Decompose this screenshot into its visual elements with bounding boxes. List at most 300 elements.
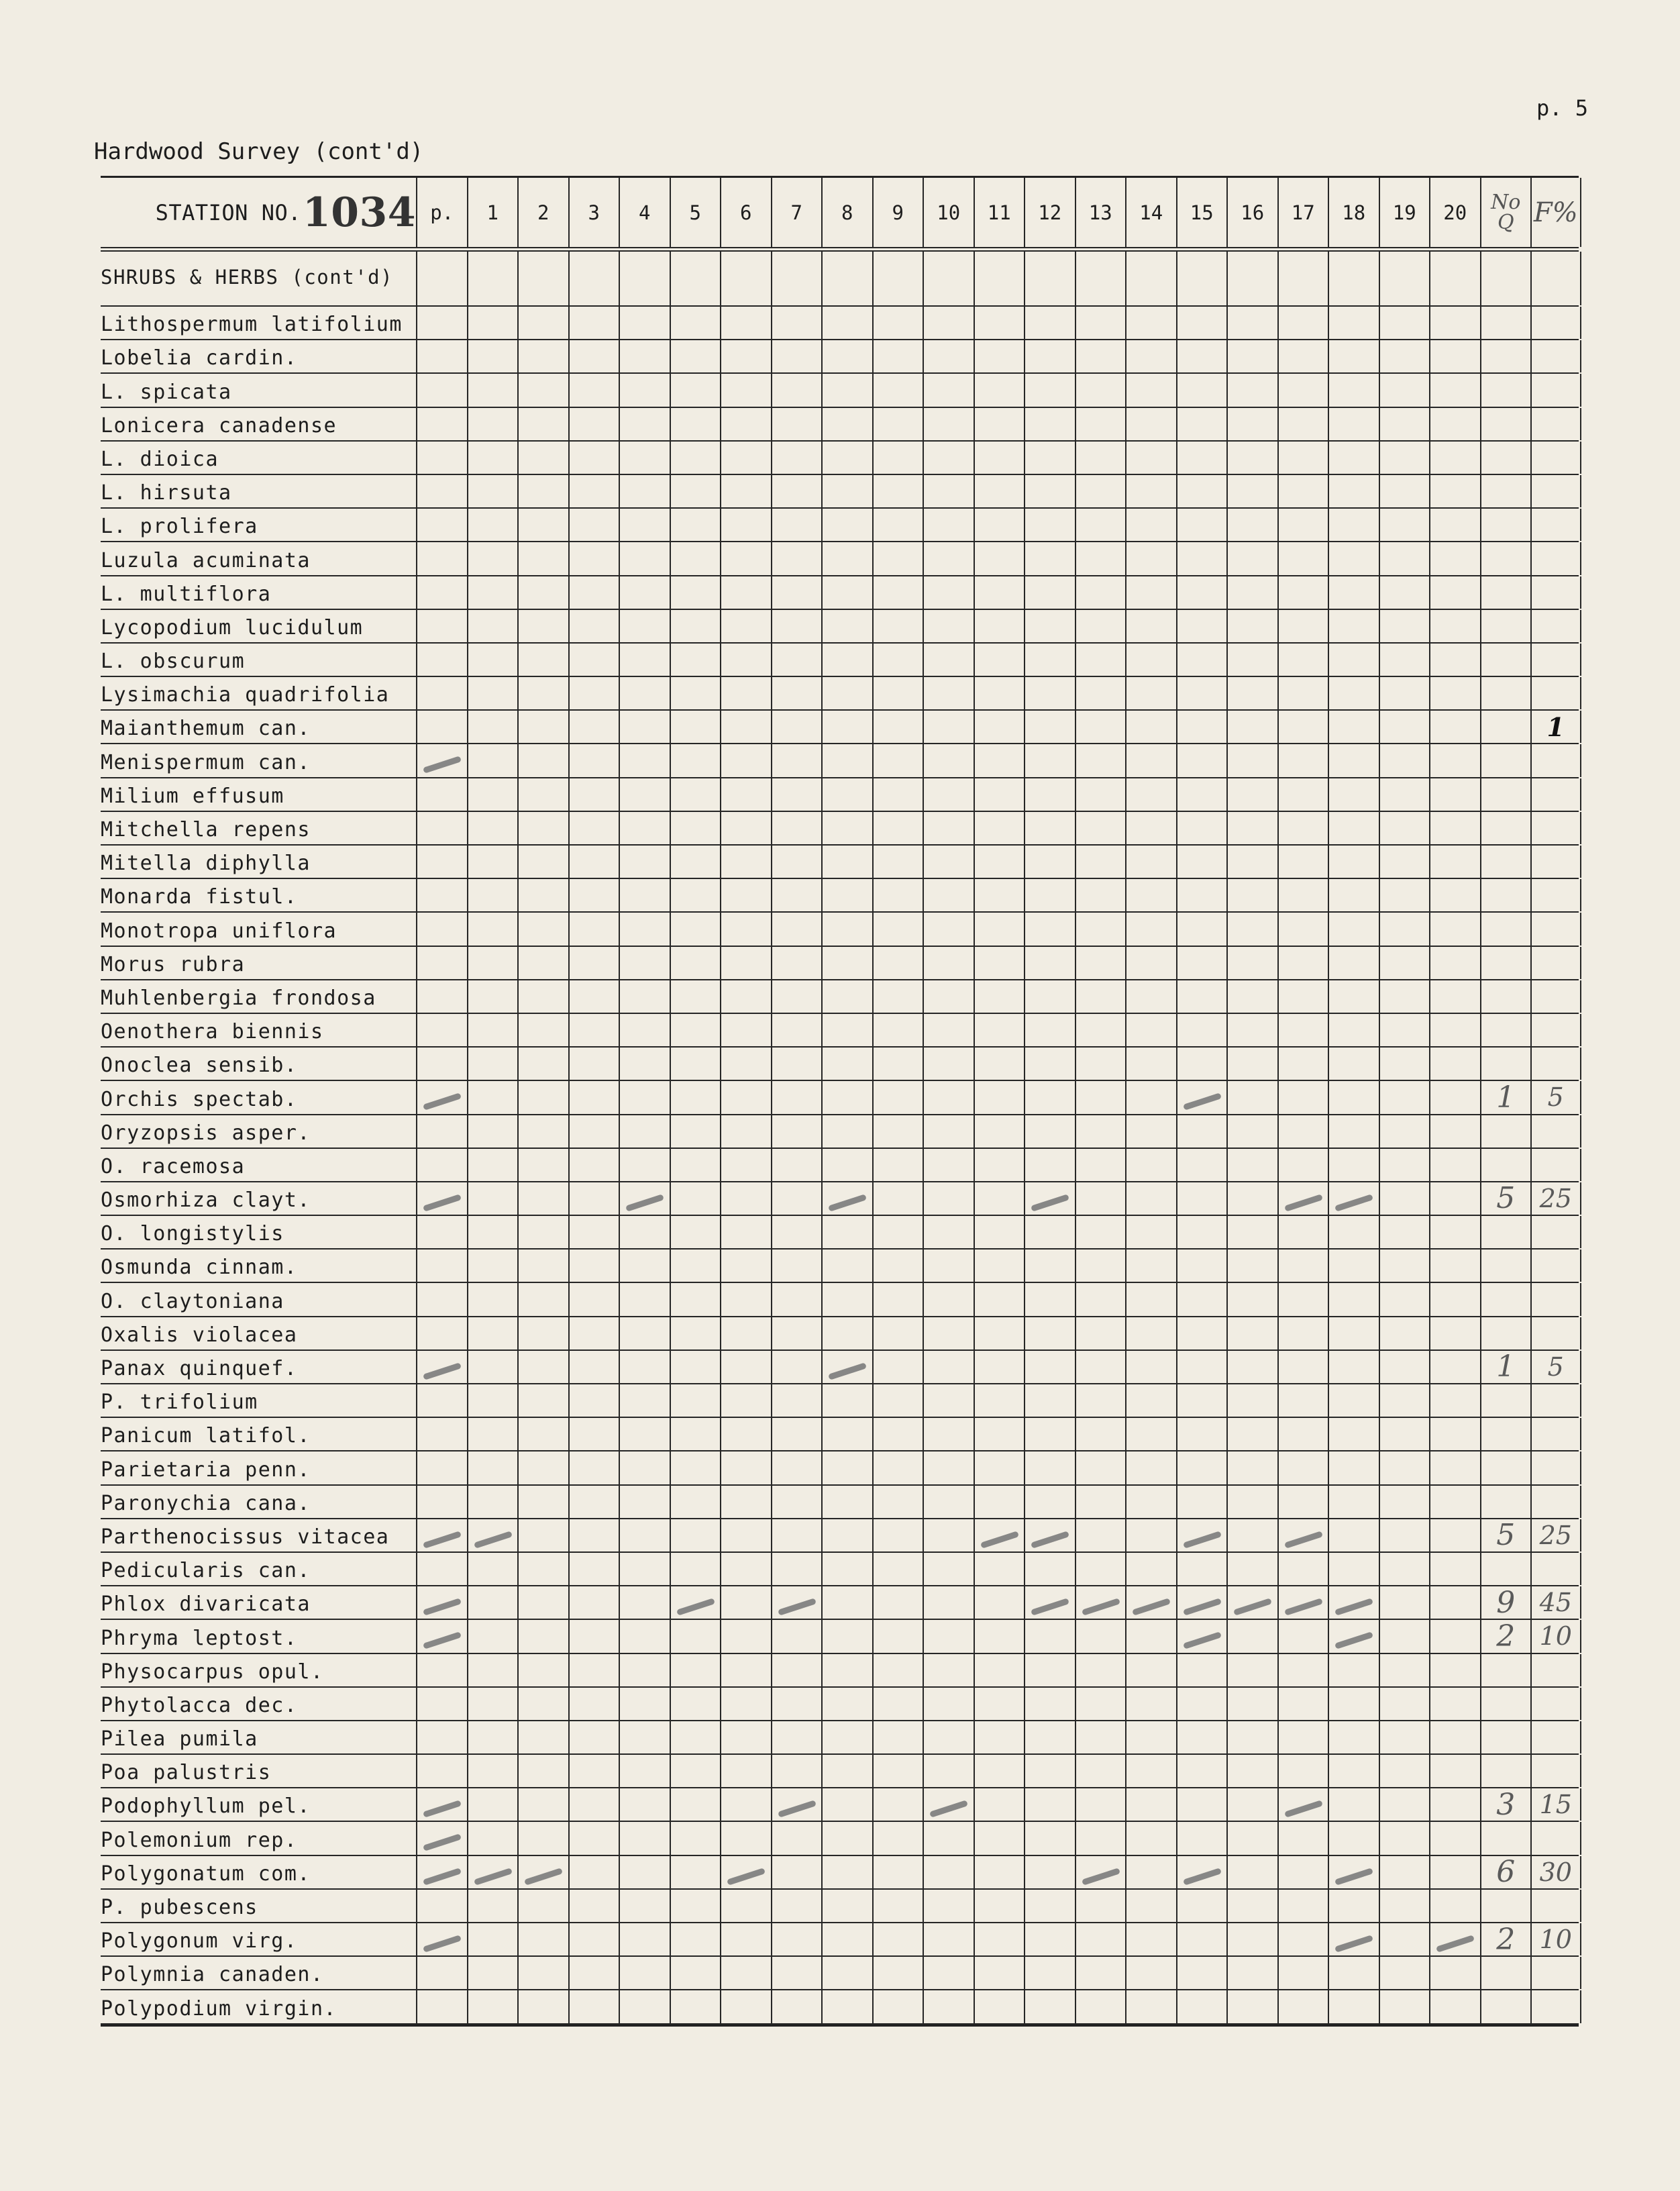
- grid-cell: [1125, 1149, 1176, 1181]
- grid-cell: [670, 576, 721, 609]
- grid-cell: [416, 1654, 467, 1686]
- grid-cell: [1429, 1048, 1480, 1080]
- grid-cell: [467, 1788, 518, 1821]
- grid-cell: [771, 509, 822, 541]
- grid-cell: [1125, 307, 1176, 339]
- grid-cell: [670, 1486, 721, 1518]
- grid-cell: [467, 1115, 518, 1148]
- count-cell: [1480, 374, 1531, 406]
- grid-cell: [467, 644, 518, 676]
- grid-cell: [1226, 1115, 1277, 1148]
- grid-cell: [1024, 1182, 1075, 1215]
- grid-cell: [1277, 509, 1328, 541]
- grid-cell: [568, 980, 619, 1013]
- grid-cell: [1125, 947, 1176, 979]
- grid-cell: [517, 442, 568, 474]
- grid-cell: [517, 374, 568, 406]
- species-row: [101, 711, 1579, 744]
- grid-cell: [872, 947, 923, 979]
- grid-cell: [1277, 1115, 1328, 1148]
- grid-cell: [771, 408, 822, 440]
- grid-cell: [974, 1856, 1025, 1888]
- grid-cell: [568, 1822, 619, 1854]
- grid-cell: [1024, 576, 1075, 609]
- species-name: Lonicera canadense: [101, 413, 337, 438]
- grid-cell: [1226, 644, 1277, 676]
- grid-cell: [670, 778, 721, 811]
- grid-cell: [1429, 307, 1480, 339]
- grid-cell: [568, 1688, 619, 1720]
- grid-cell: [821, 1115, 872, 1148]
- grid-cell: [467, 744, 518, 776]
- grid-cell: [568, 475, 619, 507]
- grid-cell: [517, 509, 568, 541]
- grid-cell: [923, 947, 974, 979]
- grid-cell: [517, 1351, 568, 1383]
- species-name: Mitchella repens: [101, 818, 311, 842]
- grid-cell: [1429, 1250, 1480, 1282]
- grid-cell: [568, 1553, 619, 1585]
- grid-cell: [1277, 1351, 1328, 1383]
- grid-cell: [416, 1553, 467, 1585]
- species-row: [101, 1957, 1579, 1990]
- grid-cell: [467, 442, 518, 474]
- species-row: [101, 1014, 1579, 1048]
- grid-cell: [416, 744, 467, 776]
- count-value: 2: [1496, 1619, 1516, 1653]
- grid-cell: [923, 1081, 974, 1113]
- grid-cell: [720, 1688, 771, 1720]
- grid-cell: [923, 307, 974, 339]
- grid-cell: [923, 778, 974, 811]
- grid-cell: [416, 1620, 467, 1652]
- grid-cell: [1176, 778, 1227, 811]
- grid-cell: [1024, 1418, 1075, 1450]
- grid-cell: [1429, 1688, 1480, 1720]
- grid-cell: [1075, 1384, 1126, 1417]
- grid-cell: [1277, 475, 1328, 507]
- column-header-13: 13: [1075, 178, 1126, 247]
- count-cell: [1480, 340, 1531, 372]
- grid-cell: [771, 1890, 822, 1922]
- grid-cell: [467, 475, 518, 507]
- species-name: L. dioica: [101, 447, 219, 471]
- grid-cell: [670, 1755, 721, 1787]
- grid-cell: [670, 711, 721, 743]
- grid-cell: [1024, 677, 1075, 709]
- grid-cell: [1379, 1755, 1430, 1787]
- grid-cell: [1429, 1384, 1480, 1417]
- grid-cell: [619, 576, 670, 609]
- grid-cell: [1125, 1250, 1176, 1282]
- grid-cell: [1125, 542, 1176, 574]
- check-mark: [1334, 1598, 1373, 1615]
- freq-cell: [1530, 1250, 1581, 1282]
- grid-cell: [821, 711, 872, 743]
- grid-cell: [1226, 980, 1277, 1013]
- grid-cell: [1328, 576, 1379, 609]
- grid-cell: [1429, 475, 1480, 507]
- freq-value: 30: [1539, 1857, 1572, 1887]
- grid-cell: [619, 610, 670, 642]
- grid-cell: [1226, 947, 1277, 979]
- grid-cell: [720, 1620, 771, 1652]
- grid-cell: [1024, 778, 1075, 811]
- grid-cell: [1277, 442, 1328, 474]
- grid-cell: [670, 610, 721, 642]
- check-mark: [1183, 1598, 1222, 1615]
- grid-cell: [416, 1721, 467, 1753]
- grid-cell: [416, 1250, 467, 1282]
- grid-cell: [974, 1822, 1025, 1854]
- grid-cell: [517, 1923, 568, 1955]
- freq-cell: [1530, 711, 1581, 743]
- grid-cell: [974, 509, 1025, 541]
- grid-cell: [467, 1182, 518, 1215]
- grid-cell: [720, 846, 771, 878]
- grid-cell: [1379, 1048, 1430, 1080]
- grid-cell: [923, 644, 974, 676]
- count-cell: [1480, 1654, 1531, 1686]
- grid-cell: [416, 947, 467, 979]
- grid-cell: [1024, 1586, 1075, 1619]
- freq-cell: [1530, 1721, 1581, 1753]
- grid-cell: [568, 947, 619, 979]
- grid-cell: [467, 252, 518, 305]
- species-name: Lysimachia quadrifolia: [101, 683, 390, 707]
- grid-cell: [568, 778, 619, 811]
- grid-cell: [416, 509, 467, 541]
- grid-cell: [821, 408, 872, 440]
- count-cell: [1480, 812, 1531, 844]
- grid-cell: [720, 1553, 771, 1585]
- grid-cell: [720, 1182, 771, 1215]
- grid-cell: [1277, 340, 1328, 372]
- grid-cell: [416, 1014, 467, 1046]
- grid-cell: [1328, 1654, 1379, 1686]
- grid-cell: [974, 374, 1025, 406]
- grid-cell: [1075, 1451, 1126, 1484]
- grid-cell: [974, 610, 1025, 642]
- count-cell: [1480, 1149, 1531, 1181]
- count-cell: [1480, 1822, 1531, 1854]
- check-mark: [1132, 1598, 1171, 1615]
- grid-cell: [1024, 1317, 1075, 1349]
- column-header-14: 14: [1125, 178, 1176, 247]
- grid-cell: [1125, 913, 1176, 945]
- grid-cell: [670, 1048, 721, 1080]
- grid-cell: [1024, 1755, 1075, 1787]
- grid-cell: [619, 1317, 670, 1349]
- grid-cell: [619, 644, 670, 676]
- freq-cell: [1530, 340, 1581, 372]
- grid-cell: [1075, 1250, 1126, 1282]
- count-cell: [1480, 711, 1531, 743]
- grid-cell: [1125, 252, 1176, 305]
- species-name: L. multiflora: [101, 582, 272, 606]
- freq-cell: [1530, 1384, 1581, 1417]
- grid-cell: [821, 744, 872, 776]
- grid-cell: [619, 1216, 670, 1248]
- grid-cell: [568, 812, 619, 844]
- grid-cell: [872, 1688, 923, 1720]
- grid-cell: [1075, 1755, 1126, 1787]
- grid-cell: [670, 307, 721, 339]
- grid-cell: [1075, 1586, 1126, 1619]
- grid-cell: [517, 1586, 568, 1619]
- grid-cell: [416, 1957, 467, 1989]
- grid-cell: [568, 1351, 619, 1383]
- species-row: [101, 1048, 1579, 1081]
- grid-cell: [1125, 1182, 1176, 1215]
- check-mark: [524, 1868, 563, 1885]
- grid-cell: [872, 1014, 923, 1046]
- grid-cell: [467, 509, 518, 541]
- grid-cell: [1379, 1788, 1430, 1821]
- grid-cell: [974, 812, 1025, 844]
- grid-cell: [1328, 1923, 1379, 1955]
- grid-cell: [1328, 1250, 1379, 1282]
- grid-cell: [1379, 1081, 1430, 1113]
- species-row: [101, 475, 1579, 509]
- grid-cell: [1277, 542, 1328, 574]
- grid-cell: [670, 846, 721, 878]
- grid-cell: [1176, 1283, 1227, 1315]
- grid-cell: [1328, 1721, 1379, 1753]
- grid-cell: [1176, 1822, 1227, 1854]
- check-mark: [1183, 1868, 1222, 1885]
- grid-cell: [872, 1654, 923, 1686]
- grid-cell: [1024, 252, 1075, 305]
- grid-cell: [1226, 1721, 1277, 1753]
- check-mark: [1284, 1598, 1323, 1615]
- grid-cell: [670, 1788, 721, 1821]
- grid-cell: [517, 1957, 568, 1989]
- grid-cell: [1328, 1014, 1379, 1046]
- grid-cell: [619, 374, 670, 406]
- grid-cell: [517, 644, 568, 676]
- grid-cell: [1125, 408, 1176, 440]
- grid-cell: [1125, 1115, 1176, 1148]
- grid-cell: [974, 1890, 1025, 1922]
- grid-cell: [416, 1283, 467, 1315]
- count-value: 6: [1496, 1855, 1516, 1890]
- grid-cell: [416, 576, 467, 609]
- grid-cell: [720, 509, 771, 541]
- grid-cell: [974, 1486, 1025, 1518]
- grid-cell: [771, 879, 822, 911]
- grid-cell: [568, 1048, 619, 1080]
- grid-cell: [923, 340, 974, 372]
- grid-cell: [1125, 1923, 1176, 1955]
- grid-cell: [568, 442, 619, 474]
- grid-cell: [1277, 980, 1328, 1013]
- check-mark: [423, 1632, 462, 1649]
- grid-cell: [1226, 542, 1277, 574]
- grid-cell: [872, 778, 923, 811]
- grid-cell: [1226, 1250, 1277, 1282]
- grid-cell: [1176, 1721, 1227, 1753]
- count-cell: [1480, 1216, 1531, 1248]
- grid-cell: [1379, 610, 1430, 642]
- count-value: 5: [1496, 1518, 1516, 1553]
- grid-cell: [467, 1856, 518, 1888]
- column-header-15: 15: [1176, 178, 1227, 247]
- species-name: Phlox divaricata: [101, 1592, 311, 1617]
- grid-cell: [1379, 408, 1430, 440]
- grid-cell: [771, 1923, 822, 1955]
- grid-cell: [416, 542, 467, 574]
- grid-cell: [670, 1620, 721, 1652]
- grid-cell: [416, 1755, 467, 1787]
- grid-cell: [1379, 374, 1430, 406]
- grid-cell: [1176, 1553, 1227, 1585]
- grid-cell: [670, 1081, 721, 1113]
- grid-cell: [1125, 509, 1176, 541]
- grid-cell: [1277, 1149, 1328, 1181]
- grid-cell: [568, 1317, 619, 1349]
- column-header-5: 5: [670, 178, 721, 247]
- grid-cell: [872, 1923, 923, 1955]
- grid-cell: [1277, 778, 1328, 811]
- count-cell: [1480, 1384, 1531, 1417]
- grid-cell: [1176, 1856, 1227, 1888]
- grid-cell: [1125, 778, 1176, 811]
- count-cell: [1480, 644, 1531, 676]
- grid-cell: [771, 644, 822, 676]
- check-mark: [1031, 1531, 1069, 1548]
- grid-cell: [517, 1384, 568, 1417]
- count-cell: [1480, 1283, 1531, 1315]
- grid-cell: [1429, 744, 1480, 776]
- grid-cell: [1024, 1990, 1075, 2023]
- grid-cell: [1024, 340, 1075, 372]
- grid-cell: [1328, 1822, 1379, 1854]
- grid-cell: [568, 1519, 619, 1551]
- grid-cell: [670, 1654, 721, 1686]
- grid-cell: [517, 812, 568, 844]
- grid-cell: [771, 307, 822, 339]
- grid-cell: [1226, 1553, 1277, 1585]
- species-name: Polygonatum com.: [101, 1862, 311, 1886]
- grid-cell: [923, 1519, 974, 1551]
- grid-cell: [1125, 1822, 1176, 1854]
- column-header-3: 3: [568, 178, 619, 247]
- grid-cell: [1379, 576, 1430, 609]
- grid-cell: [1075, 744, 1126, 776]
- grid-cell: [467, 812, 518, 844]
- grid-cell: [1024, 1890, 1075, 1922]
- grid-cell: [1379, 644, 1430, 676]
- grid-cell: [771, 1283, 822, 1315]
- grid-cell: [974, 1216, 1025, 1248]
- grid-cell: [720, 711, 771, 743]
- grid-cell: [821, 1317, 872, 1349]
- grid-cell: [974, 1620, 1025, 1652]
- freq-cell: [1530, 644, 1581, 676]
- grid-cell: [1379, 812, 1430, 844]
- species-name: Orchis spectab.: [101, 1087, 298, 1111]
- grid-cell: [619, 1788, 670, 1821]
- grid-cell: [771, 374, 822, 406]
- grid-cell: [416, 711, 467, 743]
- count-cell: [1480, 509, 1531, 541]
- grid-cell: [1024, 980, 1075, 1013]
- grid-cell: [974, 980, 1025, 1013]
- grid-cell: [923, 1721, 974, 1753]
- grid-cell: [1226, 1384, 1277, 1417]
- grid-cell: [1075, 980, 1126, 1013]
- grid-cell: [1226, 1486, 1277, 1518]
- species-name: Oxalis violacea: [101, 1323, 298, 1347]
- species-row: [101, 1250, 1579, 1283]
- species-name: Polymnia canaden.: [101, 1963, 324, 1987]
- grid-cell: [467, 1620, 518, 1652]
- grid-cell: [517, 1890, 568, 1922]
- grid-cell: [1176, 812, 1227, 844]
- grid-cell: [619, 1182, 670, 1215]
- grid-cell: [670, 1418, 721, 1450]
- grid-cell: [1277, 1990, 1328, 2023]
- grid-cell: [1328, 252, 1379, 305]
- grid-cell: [923, 408, 974, 440]
- grid-cell: [720, 1418, 771, 1450]
- grid-cell: [1379, 1451, 1430, 1484]
- count-cell: [1480, 1923, 1531, 1955]
- grid-cell: [1328, 1182, 1379, 1215]
- grid-cell: [1024, 1014, 1075, 1046]
- grid-cell: [670, 1822, 721, 1854]
- grid-cell: [974, 1149, 1025, 1181]
- count-cell: [1480, 744, 1531, 776]
- species-name: Morus rubra: [101, 952, 246, 976]
- freq-cell: [1530, 1990, 1581, 2023]
- freq-cell: [1530, 475, 1581, 507]
- grid-cell: [1226, 744, 1277, 776]
- grid-cell: [1277, 644, 1328, 676]
- grid-cell: [1125, 1688, 1176, 1720]
- grid-cell: [467, 1654, 518, 1686]
- grid-cell: [771, 1688, 822, 1720]
- grid-cell: [1277, 1216, 1328, 1248]
- count-header-line2: Q: [1497, 210, 1514, 234]
- grid-cell: [720, 1384, 771, 1417]
- species-name: Milium effusum: [101, 784, 284, 808]
- grid-cell: [821, 509, 872, 541]
- grid-cell: [720, 576, 771, 609]
- freq-cell: [1530, 307, 1581, 339]
- grid-cell: [974, 711, 1025, 743]
- grid-cell: [1226, 475, 1277, 507]
- survey-table: [101, 176, 1579, 2027]
- grid-cell: [1125, 1216, 1176, 1248]
- grid-cell: [517, 576, 568, 609]
- grid-cell: [467, 1418, 518, 1450]
- grid-cell: [821, 1216, 872, 1248]
- grid-cell: [923, 1283, 974, 1315]
- grid-cell: [1429, 1182, 1480, 1215]
- grid-cell: [1075, 1149, 1126, 1181]
- grid-cell: [1379, 542, 1430, 574]
- grid-cell: [619, 778, 670, 811]
- grid-cell: [1176, 1890, 1227, 1922]
- grid-cell: [1024, 307, 1075, 339]
- count-cell: [1480, 475, 1531, 507]
- grid-cell: [416, 1384, 467, 1417]
- species-row: [101, 1654, 1579, 1688]
- grid-cell: [821, 1923, 872, 1955]
- count-cell: [1480, 442, 1531, 474]
